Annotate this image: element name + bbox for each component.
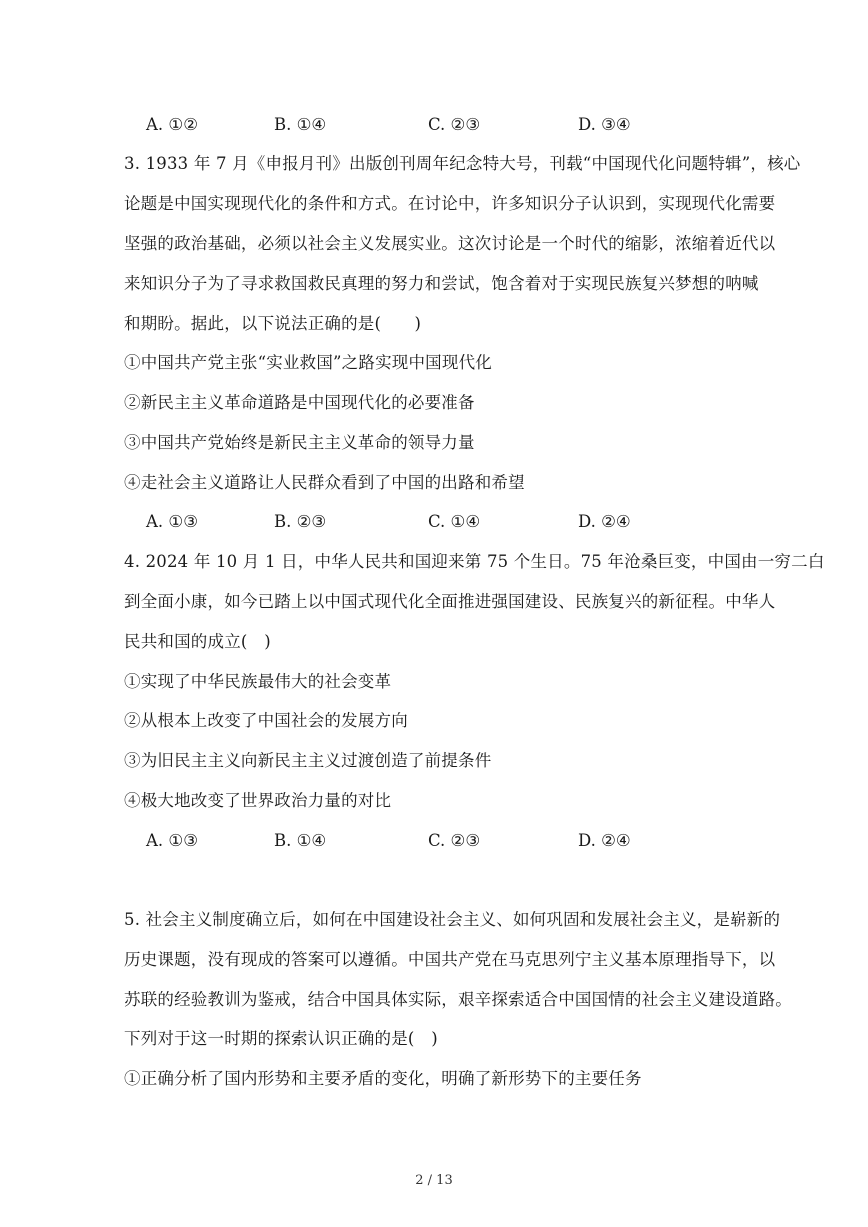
q5-stem-line-3: 苏联的经验教训为鉴戒，结合中国具体实际，艰辛探索适合中国国情的社会主义建设道路。 xyxy=(124,990,792,1009)
q4-option-a[interactable]: A. ①③ xyxy=(146,831,198,850)
q2-option-b[interactable]: B. ①④ xyxy=(274,115,327,134)
q3-statement-4: ④走社会主义道路让人民群众看到了中国的出路和希望 xyxy=(124,473,525,492)
q4-stem-line-2: 到全面小康，如今已踏上以中国式现代化全面推进强国建设、民族复兴的新征程。中华人 xyxy=(124,592,776,611)
q4-option-d[interactable]: D. ②④ xyxy=(578,831,631,850)
q3-stem-line-2: 论题是中国实现现代化的条件和方式。在讨论中，许多知识分子认识到，实现现代化需要 xyxy=(124,194,776,213)
q5-statement-1: ①正确分析了国内形势和主要矛盾的变化，明确了新形势下的主要任务 xyxy=(124,1069,642,1088)
q5-stem-line-1: 5. 社会主义制度确立后，如何在中国建设社会主义、如何巩固和发展社会主义，是崭新的 xyxy=(124,910,781,929)
q3-stem-line-5: 和期盼。据此，以下说法正确的是( ) xyxy=(124,314,422,333)
q4-statement-2: ②从根本上改变了中国社会的发展方向 xyxy=(124,711,408,730)
q3-stem-line-4: 来知识分子为了寻求救国救民真理的努力和尝试，饱含着对于实现民族复兴梦想的呐喊 xyxy=(124,274,759,293)
q2-option-a[interactable]: A. ①② xyxy=(146,115,198,134)
q4-statement-3: ③为旧民主主义向新民主主义过渡创造了前提条件 xyxy=(124,751,492,770)
q3-option-c[interactable]: C. ①④ xyxy=(428,512,481,531)
q4-stem-line-1: 4. 2024 年 10 月 1 日，中华人民共和国迎来第 75 个生日。75 年沧桑巨变，中国由一穷二白 xyxy=(124,552,825,571)
q3-statement-3: ③中国共产党始终是新民主主义革命的领导力量 xyxy=(124,433,475,452)
q5-stem-line-4: 下列对于这一时期的探索认识正确的是( ) xyxy=(124,1029,438,1048)
q3-statement-1: ①中国共产党主张“实业救国”之路实现中国现代化 xyxy=(124,353,492,372)
q3-option-d[interactable]: D. ②④ xyxy=(578,512,631,531)
q3-stem-line-1: 3. 1933 年 7 月《申报月刊》出版创刊周年纪念特大号，刊载“中国现代化问题特辑”，核心 xyxy=(124,154,801,173)
q2-option-c[interactable]: C. ②③ xyxy=(428,115,481,134)
q3-option-a[interactable]: A. ①③ xyxy=(146,512,198,531)
q4-option-b[interactable]: B. ①④ xyxy=(274,831,327,850)
q4-option-c[interactable]: C. ②③ xyxy=(428,831,481,850)
q4-statement-4: ④极大地改变了世界政治力量的对比 xyxy=(124,791,392,810)
q5-stem-line-2: 历史课题，没有现成的答案可以遵循。中国共产党在马克思列宁主义基本原理指导下，以 xyxy=(124,950,776,969)
q3-statement-2: ②新民主主义革命道路是中国现代化的必要准备 xyxy=(124,393,475,412)
page-number: 2 / 13 xyxy=(415,1173,453,1188)
q2-option-d[interactable]: D. ③④ xyxy=(578,115,631,134)
q3-stem-line-3: 坚强的政治基础，必须以社会主义发展实业。这次讨论是一个时代的缩影，浓缩着近代以 xyxy=(124,234,776,253)
q4-statement-1: ①实现了中华民族最伟大的社会变革 xyxy=(124,672,392,691)
q3-option-b[interactable]: B. ②③ xyxy=(274,512,327,531)
q4-stem-line-3: 民共和国的成立( ) xyxy=(124,632,271,651)
